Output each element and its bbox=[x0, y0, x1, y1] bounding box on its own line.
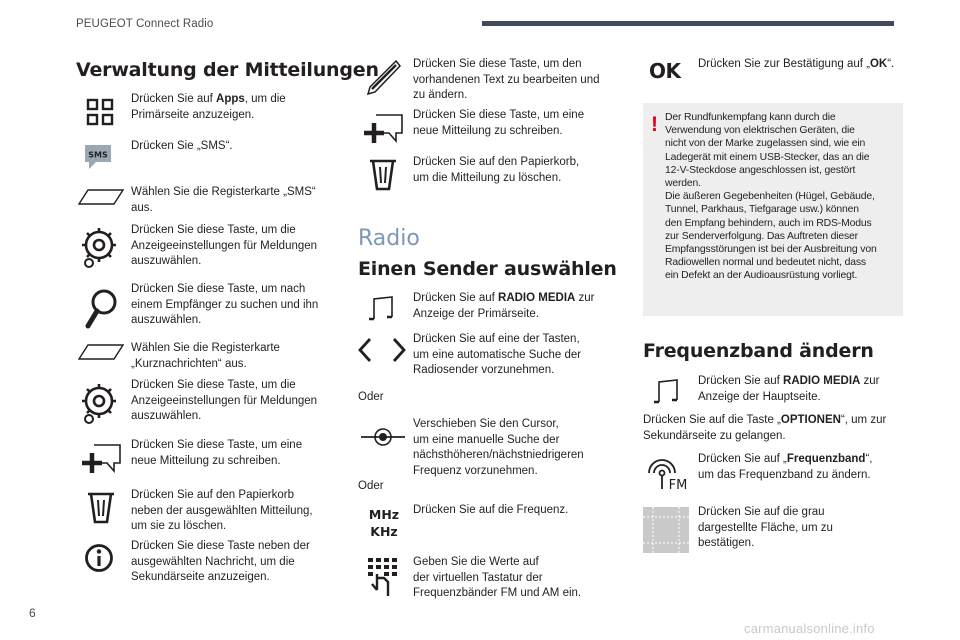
messages-item-tab-sms-text: Wählen Sie die Registerkarte „SMS“ aus. bbox=[131, 186, 316, 214]
messages-item-details-text: Drücken Sie diese Taste neben der ausgewählten Nachricht, um die Sekundärseite anzuzeigen. bbox=[131, 540, 310, 583]
select-station-heading: Einen Sender auswählen bbox=[358, 258, 617, 280]
reception-note-text: Der Rundfunkempfang kann durch die Verwendung von elektrischen Geräten, die nicht von der Marke zugelassen sind, wie ein Ladegerät mit einem USB-Stecker, das an die 12-V-Steckdose angeschlossen ist, gestört werden. Die äußeren Gegebenheiten (Hügel, Gebäude, Tunnel, Parkhaus, Tiefgarage usw.) können den Empfang behindern, auch im RDS-Modus zur Senderverfolgung. Das Auftreten dieser Empfangsstörungen ist bei der Ausbreitung von Radiowellen normal und bedeutet nicht, dass ein Defekt an der Audioausrüstung vorliegt. bbox=[665, 112, 877, 282]
oder-label-2: Oder bbox=[358, 480, 384, 492]
reception-note-box bbox=[643, 103, 903, 316]
search-magnifier-icon bbox=[84, 288, 120, 332]
music-note-icon bbox=[651, 377, 681, 407]
warning-mark-icon: ! bbox=[651, 113, 658, 136]
radio-item-manual-search-text: Verschieben Sie den Cursor, um eine manuelle Suche der nächsthöheren/nächstniedrigeren Frequenz vorzunehmen. bbox=[413, 418, 584, 477]
tab-icon bbox=[78, 344, 124, 360]
radio-title: Radio bbox=[358, 226, 420, 251]
khz-label: KHz bbox=[370, 524, 398, 539]
band-options-text: Drücken Sie auf die Taste „OPTIONEN“, um zur Sekundärseite zu gelangen. bbox=[643, 414, 887, 442]
running-header: PEUGEOT Connect Radio bbox=[76, 18, 214, 30]
new-message-icon bbox=[80, 441, 124, 477]
messages-item-tab-shortmessages-text: Wählen Sie die Registerkarte „Kurznachrichten“ aus. bbox=[131, 342, 280, 370]
keypad-touch-icon bbox=[364, 556, 400, 600]
messages-item-search-recipient-text: Drücken Sie diese Taste, um nach einem Empfänger zu suchen und ihn auszuwählen. bbox=[131, 283, 319, 326]
messages-item-delete-2-text: Drücken Sie auf den Papierkorb, um die Mitteilung zu löschen. bbox=[413, 156, 580, 184]
settings-gear-icon bbox=[80, 383, 122, 425]
grey-area-icon bbox=[643, 507, 689, 553]
mhz-label: MHz bbox=[368, 507, 400, 522]
messages-item-new-message-2-text: Drücken Sie diese Taste, um eine neue Mitteilung zu schreiben. bbox=[413, 109, 585, 137]
radio-item-frequency-text: Drücken Sie auf die Frequenz. bbox=[413, 504, 569, 516]
messages-item-delete-text: Drücken Sie auf den Papierkorb neben der ausgewählten Mitteilung, um sie zu löschen. bbox=[131, 489, 313, 532]
trash-icon bbox=[368, 158, 398, 192]
messages-item-new-message-text: Drücken Sie diese Taste, um eine neue Mitteilung zu schreiben. bbox=[131, 439, 303, 467]
pencil-edit-icon bbox=[366, 59, 402, 97]
messages-item-display-settings-text: Drücken Sie diese Taste, um die Anzeigeeinstellungen für Meldungen auszuwählen. bbox=[131, 224, 318, 267]
band-item-confirm-area-text: Drücken Sie auf die grau dargestellte Fläche, um zu bestätigen. bbox=[698, 506, 833, 549]
settings-gear-icon bbox=[80, 227, 122, 269]
ok-item-text: Drücken Sie zur Bestätigung auf „OK“. bbox=[698, 58, 895, 70]
sms-bubble-icon bbox=[82, 141, 114, 171]
band-heading: Frequenzband ändern bbox=[643, 340, 874, 362]
seek-arrows-icon bbox=[358, 337, 406, 363]
slider-cursor-icon bbox=[360, 424, 406, 450]
page-number: 6 bbox=[29, 606, 36, 620]
ok-icon: OK bbox=[649, 59, 681, 83]
header-rule bbox=[482, 21, 894, 26]
messages-item-display-settings-2-text: Drücken Sie diese Taste, um die Anzeigeeinstellungen für Meldungen auszuwählen. bbox=[131, 379, 318, 422]
band-item-frequency-band-text: Drücken Sie auf „Frequenzband“, um das Frequenzband zu ändern. bbox=[698, 453, 873, 481]
apps-grid-icon bbox=[86, 98, 114, 126]
radio-item-keypad-text: Geben Sie die Werte auf der virtuellen Tastatur der Frequenzbänder FM und AM ein. bbox=[413, 556, 582, 599]
fm-band-icon bbox=[645, 455, 691, 493]
info-icon bbox=[84, 543, 114, 573]
fm-badge-text: FM bbox=[668, 478, 688, 493]
radio-item-seek-text: Drücken Sie auf eine der Tasten, um eine automatische Suche der Radiosender vorzunehmen. bbox=[413, 333, 582, 376]
music-note-icon bbox=[366, 294, 396, 324]
messages-item-edit-text: Drücken Sie diese Taste, um den vorhandenen Text zu bearbeiten und zu ändern. bbox=[413, 58, 600, 101]
mhz-khz-icon bbox=[364, 506, 404, 540]
watermark: carmanualsonline.info bbox=[744, 621, 875, 636]
trash-icon bbox=[86, 491, 116, 525]
sms-badge-text: SMS bbox=[88, 150, 108, 160]
messages-heading: Verwaltung der Mitteilungen bbox=[76, 59, 379, 81]
radio-item-radio-media-text: Drücken Sie auf RADIO MEDIA zur Anzeige der Primärseite. bbox=[413, 292, 595, 320]
tab-icon bbox=[78, 189, 124, 205]
messages-item-sms-text: Drücken Sie „SMS“. bbox=[131, 140, 233, 152]
messages-item-apps-text: Drücken Sie auf Apps, um die Primärseite anzuzeigen. bbox=[131, 93, 286, 121]
new-message-icon bbox=[362, 111, 406, 147]
band-item-radio-media-text: Drücken Sie auf RADIO MEDIA zur Anzeige der Hauptseite. bbox=[698, 375, 880, 403]
oder-label-1: Oder bbox=[358, 391, 384, 403]
